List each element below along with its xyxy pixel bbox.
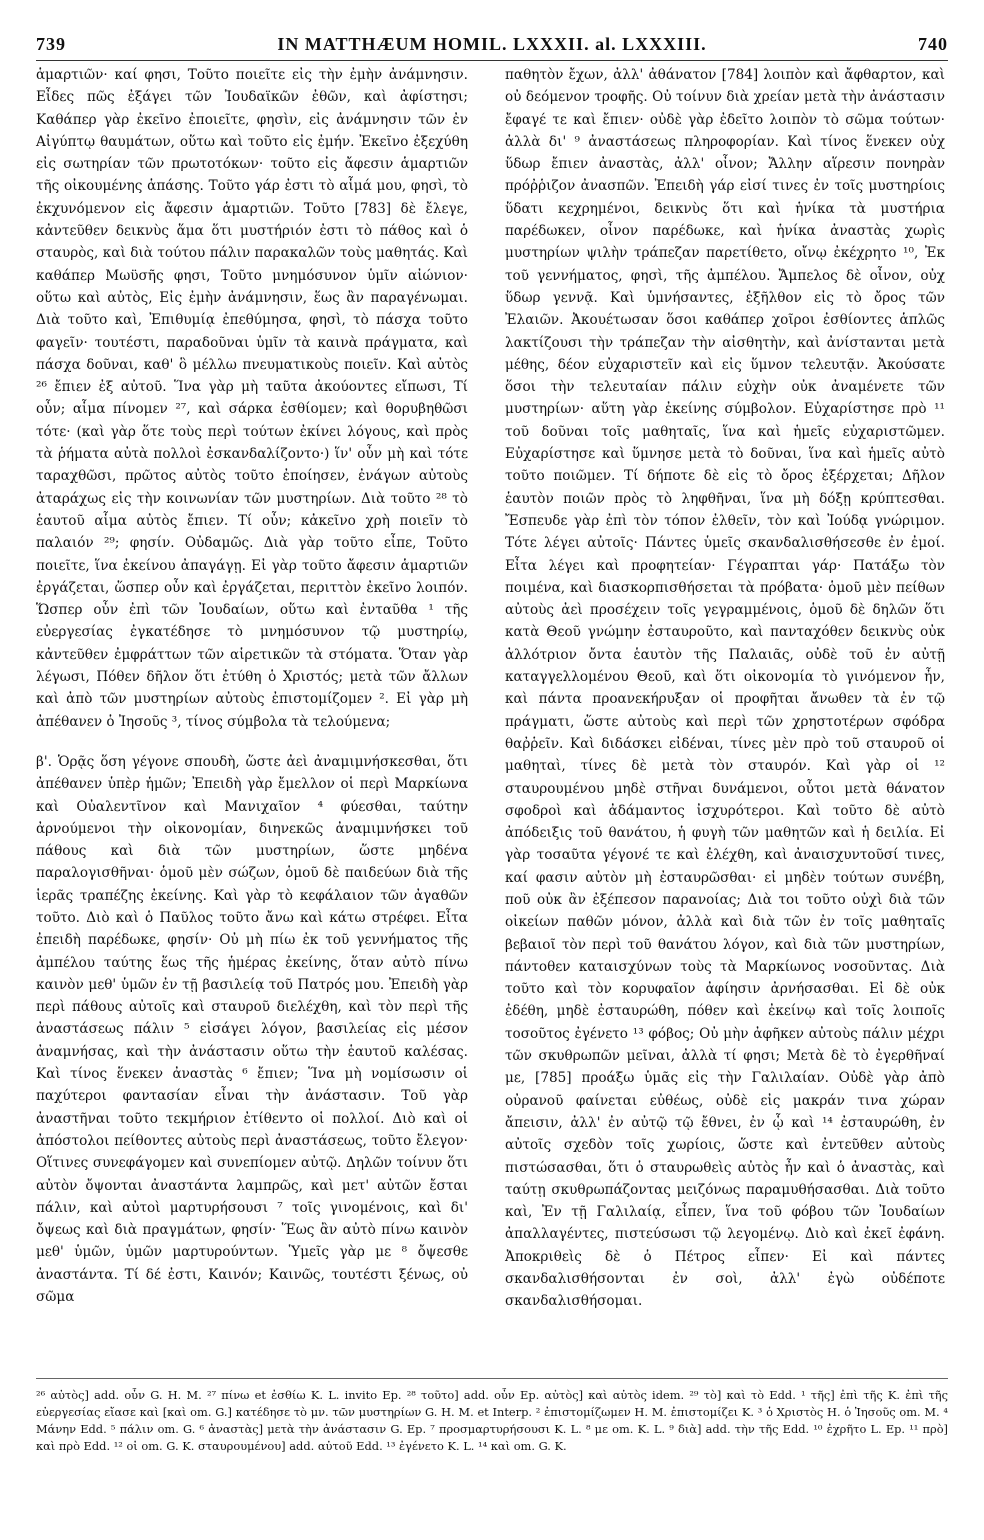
running-title: IN MATTHÆUM HOMIL. LXXXII. al. LXXXIII. (277, 34, 707, 54)
footnote-text: ²⁶ αὐτὸς] add. οὖν G. H. M. ²⁷ πίνω et ἐσθίω K. L. invito Ep. ²⁸ τοῦτο] add. οὖν Ep. αὐτὸς] καὶ αὐτὸς idem. ²⁹ τὸ] καὶ τὸ Edd. ¹ τῆς] ἐπὶ τῆς K. ἐπὶ τῆς εὐεργεσίας εἴασε καὶ [καὶ om. G.] κατέδησε τὸ μν. τῶν μυστηρίων G. H. M. et Interp. ² ἐπιστομίζωμεν H. M. ἐπιστομίζει K. ³ ὁ Χριστὸς H. ὁ Ἰησοῦς om. M. ⁴ Μάνην Edd. ⁵ πάλιν om. G. ⁶ ἀναστὰς] μετὰ τὴν ἀνάστασιν G. Ep. ⁷ προσμαρτυρήσουσι K. L. ⁸ με om. K. L. ⁹ διὰ] add. τὴν τῆς Edd. ¹⁰ ἐχρῆτο L. Ep. ¹¹ πρὸ] καὶ πρὸ Edd. ¹² οἱ om. G. K. σταυρουμένου] add. αὐτοῦ Edd. ¹³ ἐγένετο K. L. ¹⁴ καὶ om. G. K. (36, 1388, 948, 1453)
left-paragraph-1: ἁμαρτιῶν· καί φησι, Τοῦτο ποιεῖτε εἰς τὴν ἐμὴν ἀνάμνησιν. Εἶδες πῶς ἐξάγει τῶν Ἰουδαϊκῶν ἐθῶν, καὶ ἀφίστησι; Καθάπερ γὰρ ἐκεῖνο ἐποιεῖτε, φησὶν, εἰς ἀνάμνησιν τῶν ἐν Αἰγύπτῳ θαυμάτων, οὕτω καὶ τοῦτο εἰς ἐμήν. Ἐκεῖνο ἐξεχύθη εἰς σωτηρίαν τῶν πρωτοτόκων· τοῦτο εἰς ἄφεσιν ἁμαρτιῶν τῆς οἰκουμένης ἁπάσης. Τοῦτο γάρ ἐστι τὸ αἷμά μου, φησὶ, τὸ ἐκχυνόμενον εἰς ἄφεσιν ἁμαρτιῶν. Τοῦτο [783] δὲ ἔλεγε, κἀντεῦθεν δεικνὺς ἅμα ὅτι μυστήριόν ἐστι τὸ πάθος καὶ ὁ σταυρὸς, καὶ διὰ τούτου πάλιν παρακαλῶν τοὺς μαθητάς. Καὶ καθάπερ Μωϋσῆς φησι, Τοῦτο μνημόσυνον ὑμῖν αἰώνιον· οὕτω καὶ αὐτὸς, Εἰς ἐμὴν ἀνάμνησιν, ἕως ἂν παραγένωμαι. Διὰ τοῦτο καὶ, Ἐπιθυμίᾳ ἐπεθύμησα, φησὶ, τὸ πάσχα τοῦτο φαγεῖν· τουτέστι, παραδοῦναι ὑμῖν τὰ καινὰ πράγματα, καὶ πάσχα δοῦναι, καθ' ὃ μέλλω πνευματικοὺς ποιεῖν. Καὶ αὐτὸς ²⁶ ἔπιεν ἐξ αὐτοῦ. Ἵνα γὰρ μὴ ταῦτα ἀκούοντες εἴπωσι, Τί οὖν; αἷμα πίνομεν ²⁷, καὶ σάρκα ἐσθίομεν; καὶ θορυβηθῶσι τότε· (καὶ γὰρ ὅτε τοὺς περὶ τούτων ἐκίνει λόγους, καὶ πρὸς τὰ ῥήματα αὐτὰ πολλοὶ ἐσκανδαλίζοντο·) ἵν' οὖν μὴ καὶ τότε ταραχθῶσι, πρῶτος αὐτὸς τοῦτο ἐποίησεν, ἐνάγων αὐτοὺς ἀταράχως εἰς τὴν κοινωνίαν τῶν μυστηρίων. Διὰ τοῦτο ²⁸ τὸ ἑαυτοῦ αἷμα αὐτὸς ἔπιεν. Τί οὖν; κἀκεῖνο χρὴ ποιεῖν τὸ παλαιόν ²⁹; φησίν. Οὐδαμῶς. Διὰ γὰρ τοῦτο εἶπε, Τοῦτο ποιεῖτε, ἵνα ἐκείνου ἀπαγάγῃ. Εἰ γὰρ τοῦτο ἄφεσιν ἁμαρτιῶν ἐργάζεται, ὥσπερ οὖν καὶ ἐργάζεται, περιττὸν ἐκεῖνο λοιπόν. Ὥσπερ οὖν ἐπὶ τῶν Ἰουδαίων, οὕτω καὶ ἐνταῦθα ¹ τῆς εὐεργεσίας ἐγκατέδησε τὸ μνημόσυνον τῷ μυστηρίῳ, κἀντεῦθεν ἐμφράττων τῶν αἱρετικῶν τὰ στόματα. Ὅταν γὰρ λέγωσι, Πόθεν δῆλον ὅτι ἐτύθη ὁ Χριστός; μετὰ τῶν ἄλλων καὶ ἀπὸ τῶν μυστηρίων αὐτοὺς ἐπιστομίζομεν ². Εἰ γὰρ μὴ ἀπέθανεν ὁ Ἰησοῦς ³, τίνος σύμβολα τὰ τελούμενα; (36, 67, 468, 730)
right-column (505, 64, 945, 1313)
footnotes (36, 1378, 948, 1455)
running-header (36, 30, 948, 61)
page-number-right: 740 (918, 34, 948, 54)
left-column (36, 64, 468, 1308)
right-paragraph-1: παθητὸν ἔχων, ἀλλ' ἀθάνατον [784] λοιπὸν καὶ ἄφθαρτον, καὶ οὐ δεόμενον τροφῆς. Οὐ τοίνυν διὰ χρείαν μετὰ τὴν ἀνάστασιν ἔφαγέ τε καὶ ἔπιεν· οὐδὲ γὰρ ἐδεῖτο λοιπὸν τὸ σῶμα τούτων· ἀλλὰ δι' ⁹ ἀναστάσεως πληροφορίαν. Καὶ τίνος ἕνεκεν οὐχ ὕδωρ ἔπιεν ἀναστὰς, ἀλλ' οἶνον; Ἄλλην αἵρεσιν πονηρὰν πρόῤῥιζον ἀνασπῶν. Ἐπειδὴ γάρ εἰσί τινες ἐν τοῖς μυστηρίοις ὕδατι κεχρημένοι, δεικνὺς ὅτι καὶ ἡνίκα τὰ μυστήρια παρέδωκεν, οἶνον παρέδωκε, καὶ ἡνίκα ἀναστὰς χωρὶς μυστηρίων ψιλὴν τράπεζαν παρετίθετο, οἴνῳ ἐκέχρητο ¹⁰, Ἐκ τοῦ γεννήματος, φησὶ, τῆς ἀμπέλου. Ἄμπελος δὲ οἶνον, οὐχ ὕδωρ γεννᾷ. Καὶ ὑμνήσαντες, ἐξῆλθον εἰς τὸ ὄρος τῶν Ἐλαιῶν. Ἀκουέτωσαν ὅσοι καθάπερ χοῖροι ἐσθίοντες ἁπλῶς λακτίζουσι τὴν τράπεζαν τὴν αἰσθητὴν, καὶ ἀνίστανται μετὰ μέθης, δέον εὐχαριστεῖν καὶ εἰς ὕμνον τελευτᾷν. Ἀκούσατε ὅσοι τὴν τελευταίαν πάλιν εὐχὴν οὐκ ἀναμένετε τῶν μυστηρίων· αὕτη γὰρ ἐκείνης σύμβολον. Εὐχαρίστησε πρὸ ¹¹ τοῦ δοῦναι τοῖς μαθηταῖς, ἵνα καὶ ἡμεῖς εὐχαριστῶμεν. Εὐχαρίστησε καὶ ὕμνησε μετὰ τὸ δοῦναι, ἵνα καὶ ἡμεῖς αὐτὸ τοῦτο ποιῶμεν. Τί δήποτε δὲ εἰς τὸ ὄρος ἐξέρχεται; Δῆλον ἑαυτὸν ποιῶν πρὸς τὸ ληφθῆναι, ἵνα μὴ δόξῃ κρύπτεσθαι. Ἔσπευδε γὰρ ἐπὶ τὸν τόπον ἐλθεῖν, τὸν καὶ Ἰούδᾳ γνώριμον. Τότε λέγει αὐτοῖς· Πάντες ὑμεῖς σκανδαλισθήσεσθε ἐν ἐμοί. Εἶτα λέγει καὶ προφητείαν· Γέγραπται γάρ· Πατάξω τὸν ποιμένα, καὶ διασκορπισθήσεται τὰ πρόβατα· ὁμοῦ μὲν πείθων αὐτοὺς ἀεὶ προσέχειν τοῖς γεγραμμένοις, ὁμοῦ δὲ δηλῶν ὅτι κατὰ Θεοῦ γνώμην ἐσταυροῦτο, καὶ πανταχόθεν δεικνὺς οὐκ ἀλλότριον ὄντα ἑαυτὸν τῆς Παλαιᾶς, οὐδὲ τοῦ ἐν αὐτῇ καταγγελλομένου Θεοῦ, καὶ ὅτι οἰκονομία τὸ γινόμενον ἦν, καὶ πάντα προανεκήρυξαν οἱ προφῆται ἄνωθεν τὰ ἐν τῷ πράγματι, ὥστε αὐτοὺς καὶ περὶ τῶν χρηστοτέρων σφόδρα θαῤῥεῖν. Καὶ διδάσκει εἰδέναι, τίνες μὲν πρὸ τοῦ σταυροῦ οἱ μαθηταὶ, τίνες δὲ μετὰ τὸν σταυρόν. Καὶ γὰρ οἱ ¹² σταυρουμένου μηδὲ στῆναι δυνάμενοι, οὗτοι μετὰ θάνατον σφοδροὶ καὶ ἀδάμαντος ἰσχυρότεροι. Καὶ τοῦτο δὲ αὐτὸ ἀπόδειξις τοῦ θανάτου, ἡ φυγὴ τῶν μαθητῶν καὶ ἡ δειλία. Εἰ γὰρ τοσαῦτα γέγονέ τε καὶ ἐλέχθη, καὶ ἀναισχυντοῦσί τινες, καί φασιν αὐτὸν μὴ ἐσταυρῶσθαι· εἰ μηδὲν τούτων συνέβη, ποῦ οὐκ ἂν ἐξέπεσον παρανοίας; Διὰ τοι τοῦτο οὐχὶ διὰ τῶν οἰκείων παθῶν μόνον, ἀλλὰ καὶ διὰ τῶν ἐν τοῖς μαθηταῖς βεβαιοῖ τὸν περὶ τοῦ θανάτου λόγον, καὶ διὰ τῶν μυστηρίων, πάντοθεν καταισχύνων τοὺς τὰ Μαρκίωνος νοσοῦντας. Διὰ τοῦτο καὶ τὸν κορυφαῖον ἀφίησιν ἀρνήσασθαι. Εἰ δὲ οὐκ ἐδέθη, μηδὲ ἐσταυρώθη, πόθεν καὶ ἐκείνῳ καὶ τοῖς λοιποῖς τοσοῦτος ἐγένετο ¹³ φόβος; Οὐ μὴν ἀφῆκεν αὐτοὺς πάλιν μέχρι τῶν σκυθρωπῶν μεῖναι, ἀλλὰ τί φησι; Μετὰ δὲ τὸ ἐγερθῆναί με, [785] προάξω ὑμᾶς εἰς τὴν Γαλιλαίαν. Οὐδὲ γὰρ ἀπὸ οὐρανοῦ φαίνεται εὐθέως, οὐδὲ εἰς μακράν τινα χώραν ἄπεισιν, ἀλλ' ἐν αὐτῷ τῷ ἔθνει, ἐν ᾧ καὶ ¹⁴ ἐσταυρώθη, ἐν αὐτοῖς σχεδὸν τοῖς χωρίοις, ὥστε καὶ ἐντεῦθεν αὐτοὺς πιστώσασθαι, ὅτι ὁ σταυρωθεὶς αὐτὸς ἦν καὶ ὁ ἀναστὰς, καὶ ταύτῃ σκυθρωπάζοντας μειζόνως παραμυθήσασθαι. Διὰ τοῦτο καὶ, Ἐν τῇ Γαλιλαίᾳ, εἶπεν, ἵνα τοῦ φόβου τῶν Ἰουδαίων ἀπαλλαγέντες, πιστεύσωσι τῷ λεγομένῳ. Διὸ καὶ ἐκεῖ ἐφάνη. Ἀποκριθεὶς δὲ ὁ Πέτρος εἶπεν· Εἰ καὶ πάντες σκανδαλισθήσονται ἐν σοὶ, ἀλλ' ἐγὼ οὐδέποτε σκανδαλισθήσομαι. (505, 67, 945, 1310)
left-paragraph-2: β'. Ὁρᾷς ὅση γέγονε σπουδὴ, ὥστε ἀεὶ ἀναμιμνήσκεσθαι, ὅτι ἀπέθανεν ὑπὲρ ἡμῶν; Ἐπειδὴ γὰρ ἔμελλον οἱ περὶ Μαρκίωνα καὶ Οὐαλεντῖνον καὶ Μανιχαῖον ⁴ φύεσθαι, ταύτην ἀρνούμενοι τὴν οἰκονομίαν, διηνεκῶς ἀναμιμνήσκει τοῦ πάθους καὶ διὰ τῶν μυστηρίων, ὥστε μηδένα παραλογισθῆναι· ὁμοῦ μὲν σώζων, ὁμοῦ δὲ παιδεύων διὰ τῆς ἱερᾶς τραπέζης ἐκείνης. Καὶ γὰρ τὸ κεφάλαιον τῶν ἀγαθῶν τοῦτο. Διὸ καὶ ὁ Παῦλος τοῦτο ἄνω καὶ κάτω στρέφει. Εἶτα ἐπειδὴ παρέδωκε, φησίν· Οὐ μὴ πίω ἐκ τοῦ γεννήματος τῆς ἀμπέλου ταύτης ἕως τῆς ἡμέρας ἐκείνης, ὅταν αὐτὸ πίνω καινὸν μεθ' ὑμῶν ἐν τῇ βασιλείᾳ τοῦ Πατρός μου. Ἐπειδὴ γὰρ περὶ πάθους αὐτοῖς καὶ σταυροῦ διελέχθη, καὶ τὸν περὶ τῆς ἀναστάσεως πάλιν ⁵ εἰσάγει λόγον, βασιλείας εἰς μέσον ἀναμνήσας, καὶ τὴν ἀνάστασιν οὕτω τὴν ἑαυτοῦ καλέσας. Καὶ τίνος ἕνεκεν ἀναστὰς ⁶ ἔπιεν; Ἵνα μὴ νομίσωσιν οἱ παχύτεροι φαντασίαν εἶναι τὴν ἀνάστασιν. Τοῦ γὰρ ἀναστῆναι τοῦτο τεκμήριον ἐτίθεντο οἱ πολλοί. Διὸ καὶ οἱ ἀπόστολοι πείθοντες αὐτοὺς περὶ ἀναστάσεως, τοῦτο ἔλεγον· Οἵτινες συνεφάγομεν καὶ συνεπίομεν αὐτῷ. Δηλῶν τοίνυν ὅτι αὐτὸν ὄψονται ἀναστάντα λαμπρῶς, καὶ μετ' αὐτῶν ἔσται πάλιν, καὶ αὐτοὶ μαρτυρήσουσι ⁷ τοῖς γινομένοις, καὶ δι' ὄψεως καὶ διὰ πραγμάτων, φησίν· Ἕως ἂν αὐτὸ πίνω καινὸν μεθ' ὑμῶν, ὑμῶν μαρτυρούντων. Ὑμεῖς γὰρ με ⁸ ὄψεσθε ἀναστάντα. Τί δέ ἐστι, Καινόν; Καινῶς, τουτέστι ξένως, οὐ σῶμα (36, 753, 468, 1306)
page-number-left: 739 (36, 34, 66, 54)
